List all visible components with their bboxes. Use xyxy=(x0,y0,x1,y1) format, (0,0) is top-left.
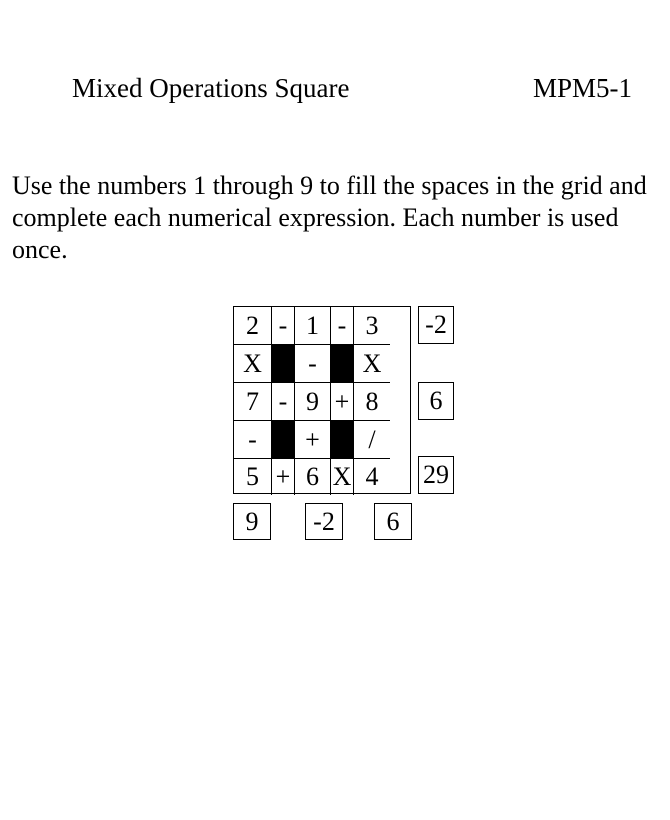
grid-cell-r1-c2: - xyxy=(295,345,331,383)
column-result-2: -2 xyxy=(305,503,343,540)
grid-cell-r4-c1: + xyxy=(272,459,295,495)
grid-cell-r4-c3: X xyxy=(331,459,354,495)
instructions-text: Use the numbers 1 through 9 to fill the spaces in the grid and complete each numerical expression. Each number is used once. xyxy=(12,171,647,264)
column-result-3: 6 xyxy=(374,503,412,540)
row-result-1: -2 xyxy=(418,306,454,344)
grid-cell-r0-c2: 1 xyxy=(295,307,331,345)
row-result-2: 6 xyxy=(418,382,454,420)
grid-cell-r2-c3: + xyxy=(331,383,354,421)
grid-cell-r0-c4: 3 xyxy=(354,307,390,345)
row-result-3: 29 xyxy=(418,456,454,494)
grid-cell-r0-c3: - xyxy=(331,307,354,345)
grid-cell-r4-c4: 4 xyxy=(365,462,379,491)
grid-cell-r1-c0: X xyxy=(234,345,272,383)
puzzle-grid xyxy=(233,306,411,494)
grid-block-r1-c1 xyxy=(272,345,295,383)
grid-block-r3-c1 xyxy=(272,421,295,459)
worksheet-code: MPM5-1 xyxy=(533,73,633,103)
grid-cell-r0-c1: - xyxy=(272,307,295,345)
grid-cell-r4-c0: 5 xyxy=(234,459,272,495)
grid-cell-r2-c0: 7 xyxy=(234,383,272,421)
grid-cell-r3-c0: - xyxy=(234,421,272,459)
grid-cell-r2-c2: 9 xyxy=(295,383,331,421)
grid-cell-r1-c4: X xyxy=(354,345,390,383)
grid-cell-r0-c0: 2 xyxy=(234,307,272,345)
grid-block-r1-c3 xyxy=(331,345,354,383)
grid-cell-r2-c4: 8 xyxy=(354,383,390,421)
grid-cell-r4-c2: 6 xyxy=(295,459,331,495)
worksheet-title: Mixed Operations Square xyxy=(72,73,350,103)
grid-block-r3-c3 xyxy=(331,421,354,459)
grid-cell-r3-c4: / xyxy=(354,421,390,459)
grid-cell-r2-c1: - xyxy=(272,383,295,421)
grid-cell-r3-c2: + xyxy=(295,421,331,459)
column-result-1: 9 xyxy=(233,503,271,540)
